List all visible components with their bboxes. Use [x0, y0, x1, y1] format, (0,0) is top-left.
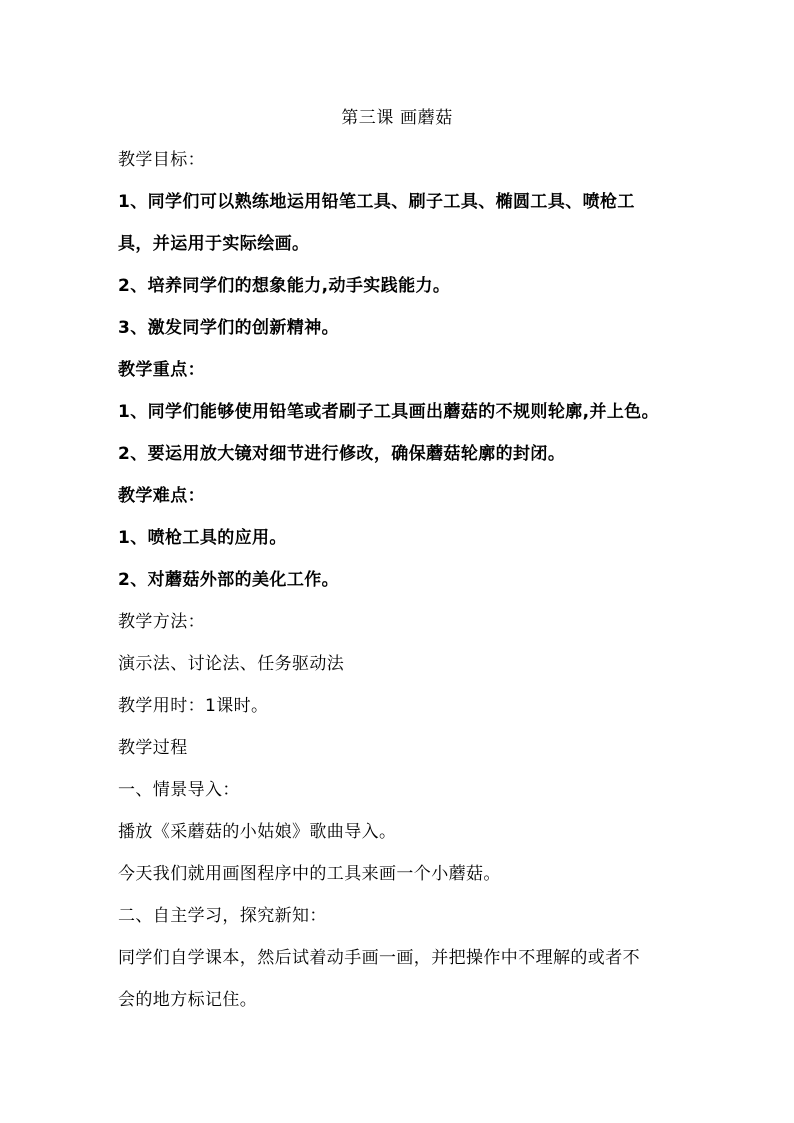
key-point-item-1: 1、同学们能够使用铅笔或者刷子工具画出蘑菇的不规则轮廓,并上色。 [118, 402, 660, 422]
objective-item-1: 1、同学们可以熟练地运用铅笔工具、刷子工具、椭圆工具、喷枪工 [118, 192, 635, 212]
section-heading-objectives: 教学目标： [118, 150, 205, 170]
process-step-2-text-continued: 会的地方标记住。 [118, 990, 258, 1010]
process-step-2-heading: 二、自主学习，探究新知： [118, 906, 327, 926]
section-heading-methods: 教学方法： [118, 612, 205, 632]
page-title: 第三课 画蘑菇 [341, 108, 453, 128]
objective-item-3: 3、激发同学们的创新精神。 [118, 318, 340, 338]
difficulty-item-1: 1、喷枪工具的应用。 [118, 528, 287, 548]
process-step-1-heading: 一、情景导入： [118, 780, 240, 800]
section-heading-difficulties: 教学难点： [118, 486, 205, 506]
process-step-1-text-1: 播放《采蘑菇的小姑娘》歌曲导入。 [118, 822, 397, 842]
section-heading-key-points: 教学重点： [118, 360, 205, 380]
objective-item-2: 2、培养同学们的想象能力,动手实践能力。 [118, 276, 451, 296]
methods-text: 演示法、讨论法、任务驱动法 [118, 654, 345, 674]
process-step-1-text-2: 今天我们就用画图程序中的工具来画一个小蘑菇。 [118, 864, 501, 884]
difficulty-item-2: 2、对蘑菇外部的美化工作。 [118, 570, 340, 590]
key-point-item-2: 2、要运用放大镜对细节进行修改，确保蘑菇轮廓的封闭。 [118, 444, 566, 464]
teaching-time: 教学用时：1课时。 [118, 696, 269, 716]
process-step-2-text: 同学们自学课本，然后试着动手画一画，并把操作中不理解的或者不 [118, 948, 640, 968]
objective-item-1-continued: 具，并运用于实际绘画。 [118, 234, 310, 254]
section-heading-process: 教学过程 [118, 738, 188, 758]
